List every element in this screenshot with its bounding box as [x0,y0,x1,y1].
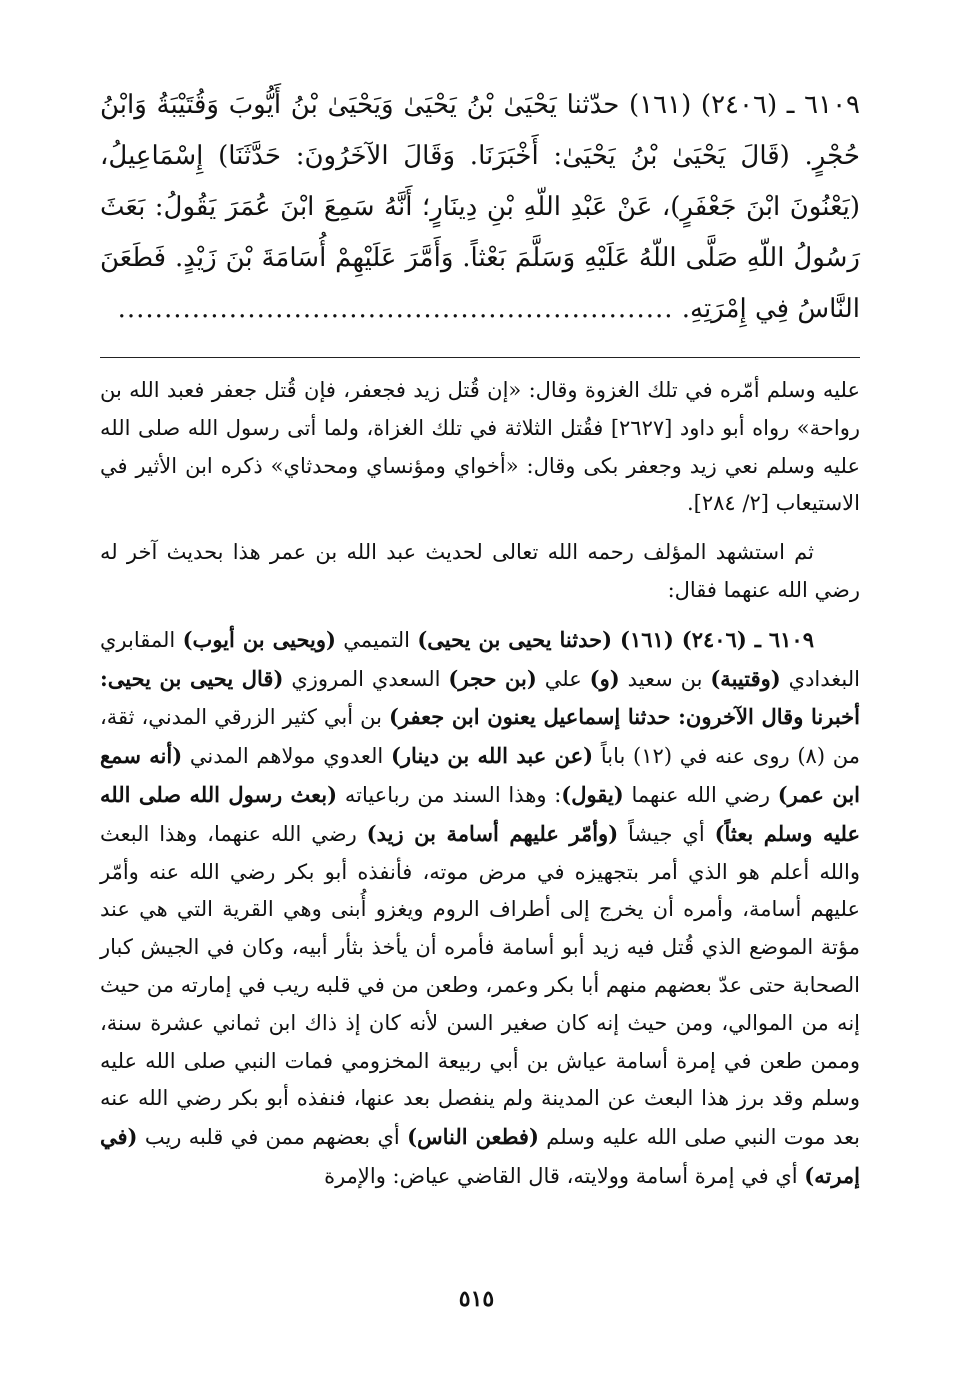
quoted-segment: (يقول) [561,781,624,807]
quoted-segment: (و) [589,665,620,691]
commentary-text: التميمي [335,627,418,652]
commentary-text: بن سعيد [619,666,711,691]
page-number: ٥١٥ [458,1286,495,1312]
commentary-text: علي [536,666,590,691]
commentary-text: أي جيشاً [618,821,715,846]
quoted-segment: (وقتيبة) [710,665,781,691]
quoted-segment: (في إمرته) [100,1124,860,1188]
footnote-divider [100,357,860,358]
commentary-text: السعدي المروزي [283,666,449,691]
commentary-text: بن أبي كثير الزرقي المدني، ثقة، من (٨) روى عنه في (١٢) باباً [100,705,860,769]
hadith-text [100,80,860,335]
commentary-text: العدوي مولاهم المدني [182,744,391,769]
commentary-text: أي بعضهم ممن في قلبه ريب [137,1125,408,1150]
quoted-segment: (بن حجر) [448,665,537,691]
hadith-body: ٦١٠٩ ـ (٢٤٠٦) (١٦١) حدّثنا يَحْيَىٰ بْنُ يَحْيَىٰ وَيَحْيَىٰ بْنُ أَيُّوبَ وَقُتَيْبَةُ وَابْنُ حُجْرٍ. (قَالَ يَحْيَىٰ بْنُ يَحْيَىٰ: أَخْبَرَنَا. وَقَالَ الآخَرُونَ: حَدَّثَنَا) إِسْمَاعِيلُ، (يَعْنُونَ ابْنَ جَعْفَرٍ)، عَنْ عَبْدِ اللّهِ بْنِ دِينَارٍ؛ أَنَّهُ سَمِعَ ابْنَ عُمَرَ يَقُولُ: بَعَثَ رَسُولُ اللّهِ صَلَّى اللّهُ عَلَيْهِ وَسَلَّمَ بَعْثاً. وَأَمَّرَ عَلَيْهِمْ أُسَامَةَ بْنَ زَيْدٍ. فَطَعَنَ النَّاسُ فِي إِمْرَتِهِ. [100,90,861,324]
quoted-segment: (ويحيى بن أيوب) [182,626,336,652]
hadith-section [100,80,860,335]
commentary-section [100,372,860,1196]
commentary-text: : وهذا السند من رباعياته [337,782,562,807]
quoted-segment: (بعث رسول الله صلى الله عليه وسلم بعثاً) [100,781,861,846]
commentary-text: رضي الله عنهما [623,782,778,807]
commentary-paragraph-3 [100,621,860,1196]
quoted-segment: (فطعن الناس) [407,1124,539,1150]
commentary-text: أي في إمرة أسامة وولايته، قال القاضي عياض: والإمرة [324,1163,805,1188]
quoted-segment: (قال يحيى بن يحيى: أخبرنا وقال الآخرون: حدثنا إسماعيل يعنون ابن جعفر) [100,665,860,730]
quoted-segment: (أنه سمع ابن عمر) [100,743,860,807]
quoted-segment: ٦١٠٩ ـ (٢٤٠٦) (١٦١) (حدثنا يحيى بن يحيى) [417,626,814,652]
quoted-segment: (وأمّر عليهم أسامة بن زيد) [366,820,619,846]
commentary-paragraph-1: عليه وسلم أمّره في تلك الغزوة وقال: «إن قُتل زيد فجعفر، فإن قُتل جعفر فعبد الله بن رواحة» رواه أبو داود [٢٦٢٧] فقُتل الثلاثة في تلك الغزاة، ولما أتى رسول الله صلى الله عليه وسلم نعي زيد وجعفر بكى وقال: «أخواي ومؤنساي ومحدثاي» ذكره ابن الأثير في الاستيعاب [٢/ ٢٨٤]. [100,378,861,516]
commentary-text: رضي الله عنهما، وهذا البعث والله أعلم هو الذي أمر بتجهيزه في مرض موته، فأنفذه أبو بكر رضي الله عنه وأمّر عليهم أسامة، وأمره أن يخرج إلى أطراف الروم ويغزو أُبنى وهي القرية التي هي عند مؤتة الموضع الذي قُتل فيه زيد أبو أسامة فأمره أن يأخذ بثأر أبيه، وكان في الجيش كبار الصحابة حتى عدّ بعضهم منهم أبا بكر وعمر، وطعن من في قلبه ريب في إمارته من حيث إنه من الموالي، ومن حيث إنه كان صغير السن لأنه كان إذ ذاك ابن ثماني عشرة سنة، وممن طعن في إمرة أسامة عياش بن أبي ربيعة المخزومي فمات النبي صلى الله عليه وسلم وقد برز هذا البعث عن المدينة ولم ينفصل بعد عنها، فنفذه أبو بكر رضي الله عنه بعد موت النبي صلى الله عليه وسلم [100,821,861,1150]
commentary-text: المقابري البغدادي [100,627,860,691]
quoted-segment: (عن عبد الله بن دينار) [390,743,594,769]
commentary-paragraph-2: ثم استشهد المؤلف رحمه الله تعالى لحديث عبد الله بن عمر هذا بحديث آخر له رضي الله عنهما فقال: [100,540,860,602]
ellipsis-dots: ............................................................ [117,294,674,324]
